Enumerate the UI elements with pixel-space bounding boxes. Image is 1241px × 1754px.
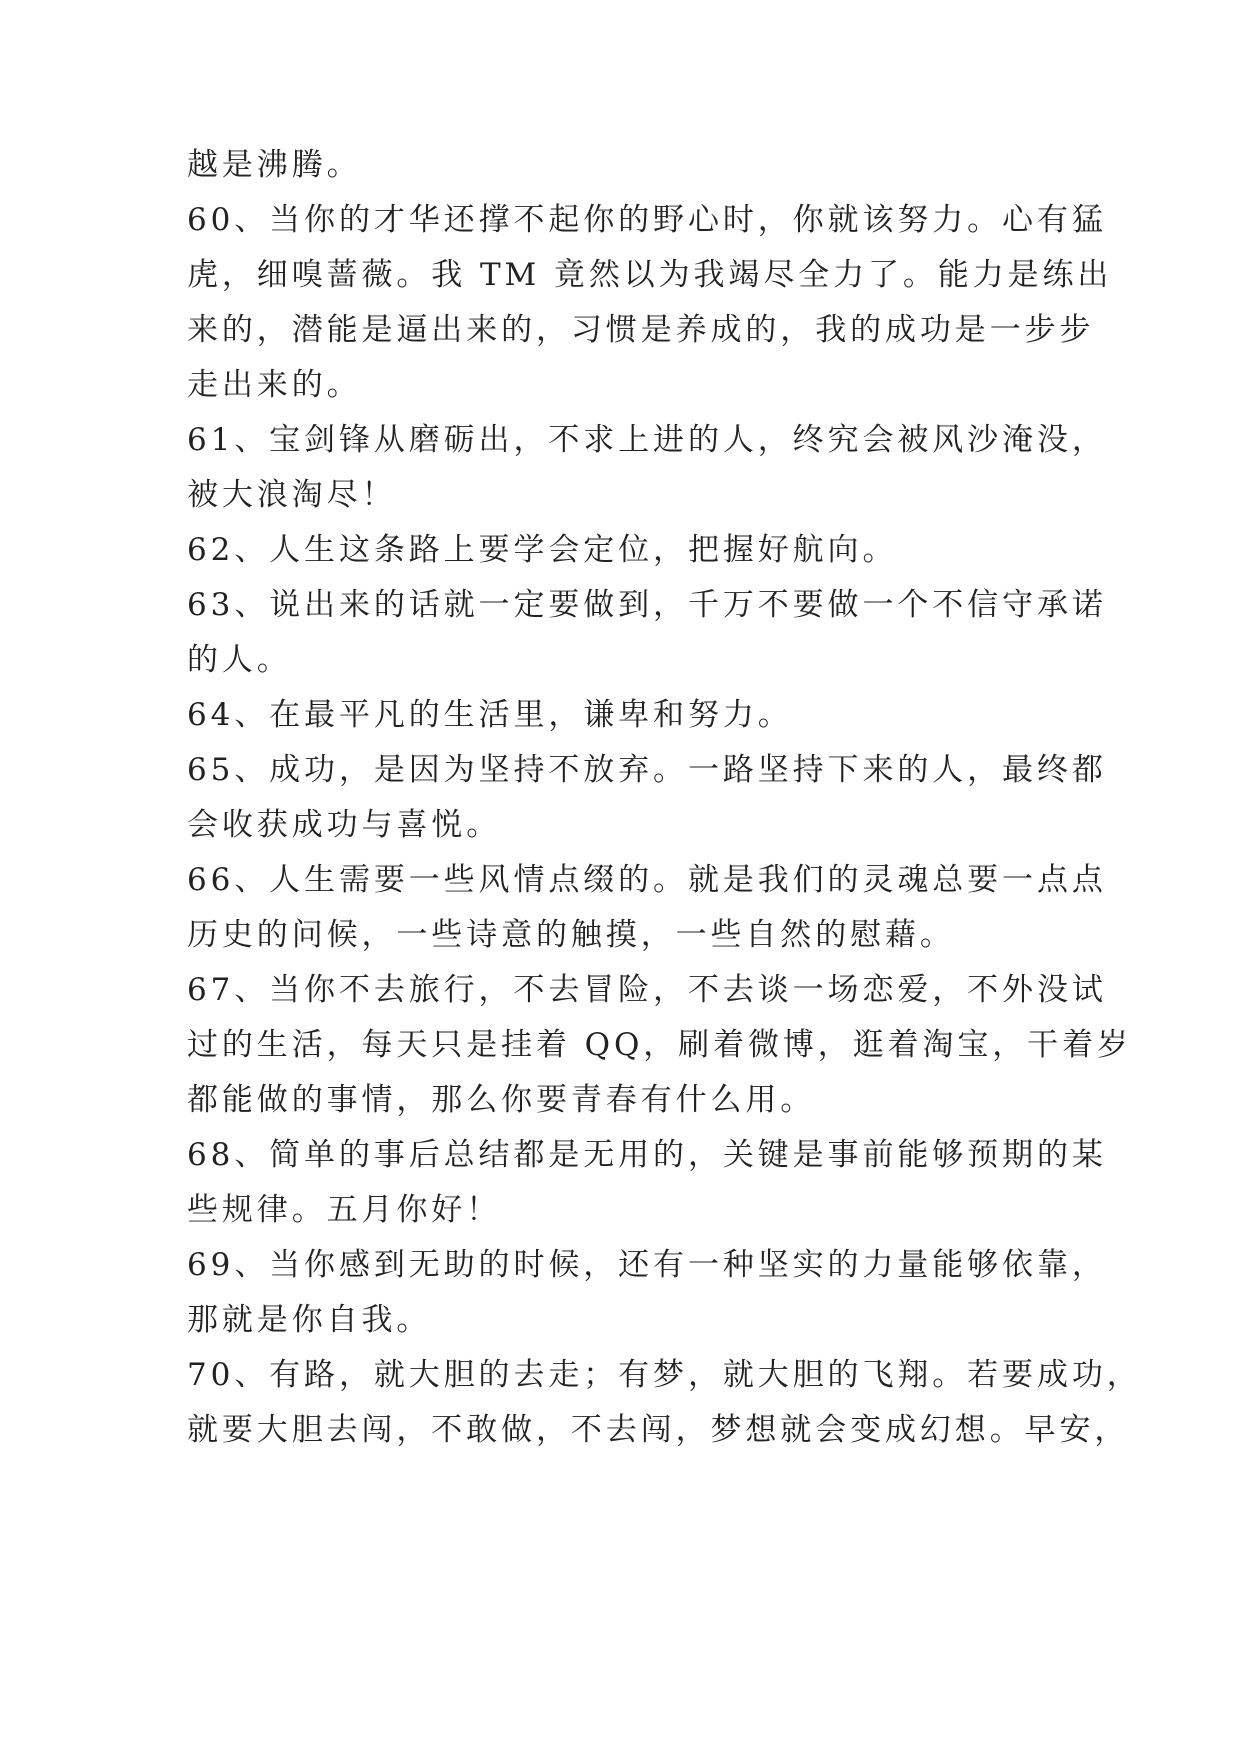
- text-line: 那就是你自我。: [187, 1302, 432, 1338]
- text-line: 走出来的。: [187, 367, 362, 403]
- text-line: 69、当你感到无助的时候，还有一种坚实的力量能够依靠，: [187, 1247, 1107, 1283]
- text-line: 来的，潜能是逼出来的，习惯是养成的，我的成功是一步步: [187, 312, 1095, 348]
- text-line: 63、说出来的话就一定要做到，千万不要做一个不信守承诺: [187, 587, 1107, 623]
- text-line: 都能做的事情，那么你要青春有什么用。: [187, 1082, 816, 1118]
- text-line: 65、成功，是因为坚持不放弃。一路坚持下来的人，最终都: [187, 752, 1107, 788]
- text-line: 些规律。五月你好！: [187, 1192, 502, 1228]
- text-line: 70、有路，就大胆的去走；有梦，就大胆的飞翔。若要成功，: [187, 1357, 1142, 1393]
- text-line: 历史的问候，一些诗意的触摸，一些自然的慰藉。: [187, 917, 955, 953]
- text-line: 过的生活，每天只是挂着 QQ，刷着微博，逛着淘宝，干着岁: [187, 1027, 1132, 1063]
- text-line: 66、人生需要一些风情点缀的。就是我们的灵魂总要一点点: [187, 862, 1107, 898]
- text-line: 就要大胆去闯，不敢做，不去闯，梦想就会变成幻想。早安，: [187, 1412, 1130, 1448]
- text-line: 的人。: [187, 642, 292, 678]
- text-line: 67、当你不去旅行，不去冒险，不去谈一场恋爱，不外没试: [187, 972, 1107, 1008]
- text-line: 被大浪淘尽！: [187, 477, 397, 513]
- text-line: 虎，细嗅蔷薇。我 TM 竟然以为我竭尽全力了。能力是练出: [187, 257, 1113, 293]
- text-line: 越是沸腾。: [187, 147, 362, 183]
- text-line: 会收获成功与喜悦。: [187, 807, 502, 843]
- text-line: 64、在最平凡的生活里，谦卑和努力。: [187, 697, 793, 733]
- text-line: 60、当你的才华还撑不起你的野心时，你就该努力。心有猛: [187, 202, 1107, 238]
- text-line: 68、简单的事后总结都是无用的，关键是事前能够预期的某: [187, 1137, 1107, 1173]
- text-line: 62、人生这条路上要学会定位，把握好航向。: [187, 532, 898, 568]
- text-line: 61、宝剑锋从磨砺出，不求上进的人，终究会被风沙淹没，: [187, 422, 1107, 458]
